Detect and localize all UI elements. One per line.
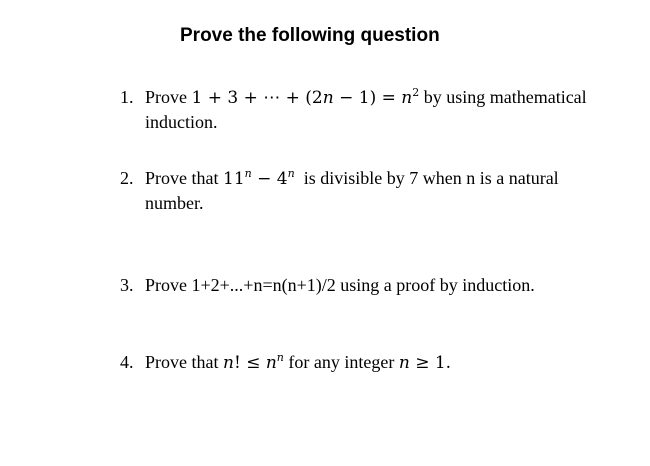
question-4-prefix: Prove that bbox=[145, 352, 219, 372]
question-1-line-2: induction. bbox=[145, 112, 218, 132]
question-4-number: 4. bbox=[120, 352, 134, 372]
question-2-number: 2. bbox=[120, 168, 134, 188]
question-3-text: Prove 1+2+...+n=n(n+1)/2 using a proof by induction. bbox=[145, 275, 535, 295]
question-1-suffix: by using mathematical bbox=[423, 87, 587, 107]
question-4-middle: for any integer bbox=[288, 352, 395, 372]
question-1-prefix: Prove bbox=[145, 87, 187, 107]
question-4-math-2: n ≥ 1. bbox=[398, 353, 452, 373]
question-3-number: 3. bbox=[120, 275, 134, 295]
question-2-line-2: number. bbox=[145, 193, 204, 213]
document-title: Prove the following question bbox=[180, 25, 440, 46]
question-2-math: $11^n - 4^n$ bbox=[223, 167, 295, 189]
question-4-math-1: n! ≤ $n^n$ bbox=[223, 351, 284, 373]
question-1-number: 1. bbox=[120, 87, 134, 107]
question-2-prefix: Prove that bbox=[145, 168, 219, 188]
question-4-line-1 bbox=[145, 350, 451, 375]
question-2-suffix: is divisible by 7 when n is a natural bbox=[303, 168, 559, 188]
question-1-math: 1 + 3 + ⋯ + $(2n - 1) = n^2$ bbox=[191, 86, 420, 108]
question-1-line-1 bbox=[145, 85, 587, 110]
question-2-line-1 bbox=[145, 166, 559, 191]
